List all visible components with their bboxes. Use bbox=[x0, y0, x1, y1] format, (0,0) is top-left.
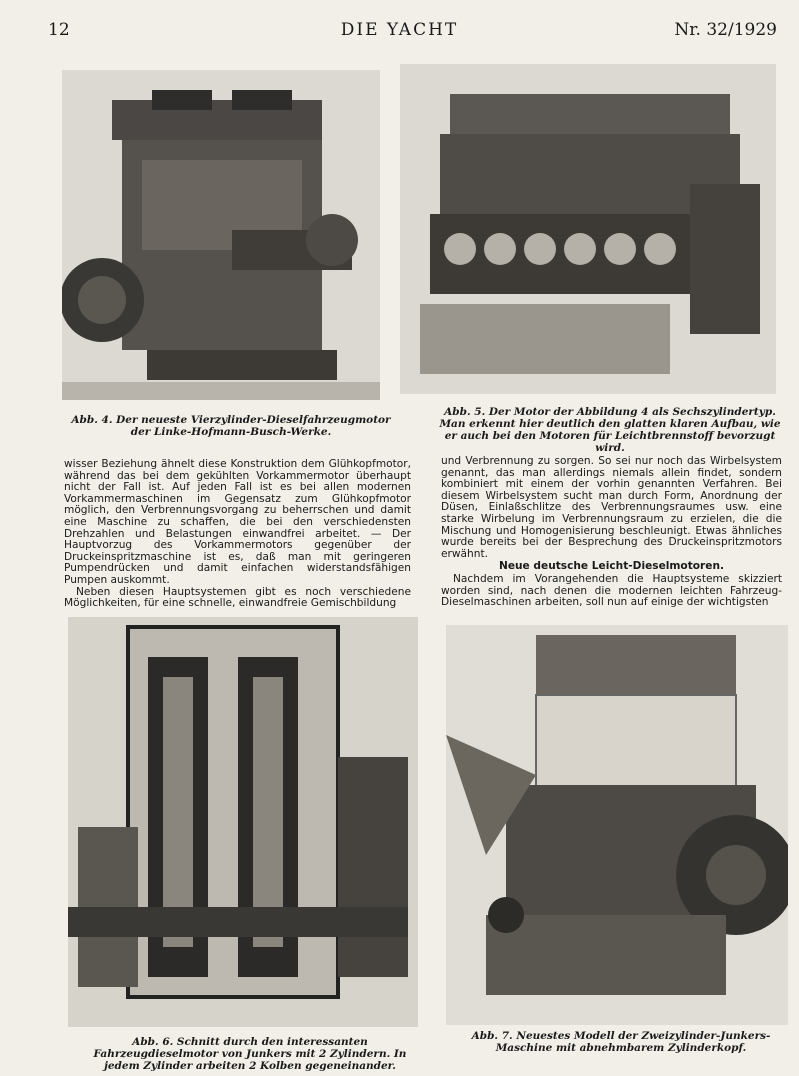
figure-7-photo bbox=[446, 625, 788, 1025]
figure-5-photo bbox=[400, 64, 776, 394]
paragraph: und Verbrennung zu sorgen. So sei nur noch das Wirbelsystem genannt, das man allerdings niemals allein findet, sondern kombiniert mit einem der vorhin genannten Verfahren. Bei diesem Wirbelsystem sucht man durch Form, Anordnung der Düsen, Einlaßschlitze des Verbrennungsraumes usw. eine starke Wirbelung im Verbrennungsraum zu erzielen, die die Mischung und Homogenisierung beschleunigt. Etwas ähnliches wurde bereits bei der Besprechung des Druckeinspritzmotors erwähnt. bbox=[441, 455, 782, 560]
section-heading: Neue deutsche Leicht-Dieselmotoren. bbox=[498, 560, 725, 573]
paragraph: wisser Beziehung ähnelt diese Konstruktion dem Glühkopfmotor, während das bei dem gekühlten Vorkammermotor überhaupt nicht der Fall ist. Auf jeden Fall ist es bei allen modernen Vorkammermaschinen im Gegensatz zum Glühkopfmotor möglich, den Verbrennungsvorgang zu beherrschen und damit eine Maschine zu schaffen, die bei den verschiedensten Drehzahlen und Belastungen einwandfrei arbeitet. — Der Hauptvorzug des Vorkammermotors gegenüber der Druckeinspritzmaschine ist es, daß man mit geringeren Pumpendrücken und damit einfachen widerstandsfähigen Pumpen auskommt. bbox=[64, 458, 411, 586]
paragraph: Nachdem im Vorangehenden die Hauptsysteme skizziert worden sind, nach denen die modernen leichten Fahrzeug-Dieselmaschinen arbeiten, soll nun auf einige der wichtigsten bbox=[441, 572, 782, 609]
text-column-right bbox=[441, 456, 782, 609]
figure-4-photo bbox=[62, 70, 380, 400]
magazine-title: DIE YACHT bbox=[340, 20, 459, 40]
figure-5-caption: Abb. 5. Der Motor der Abbildung 4 als Sechszylindertyp. Man erkennt hier deutlich den glatten klaren Aufbau, wie er auch bei den Motoren für Leichtbrennstoff bevorzugt wird. bbox=[439, 406, 781, 454]
issue-number: Nr. 32/1929 bbox=[674, 20, 777, 40]
page-number: 12 bbox=[48, 20, 70, 40]
figure-6-photo bbox=[68, 617, 418, 1027]
figure-7-caption: Abb. 7. Neuestes Modell der Zweizylinder-Junkers-Maschine mit abnehmbarem Zylinderkopf. bbox=[471, 1030, 771, 1054]
paragraph: Neben diesen Hauptsystemen gibt es noch verschiedene Möglichkeiten, für eine schnelle, einwandfreie Gemischbildung bbox=[64, 585, 411, 610]
figure-6-caption: Abb. 6. Schnitt durch den interessanten Fahrzeugdieselmotor von Junkers mit 2 Zylindern. In jedem Zylinder arbeiten 2 Kolben gegeneinander. bbox=[93, 1036, 407, 1072]
text-column-left bbox=[64, 459, 411, 610]
figure-4-caption: Abb. 4. Der neueste Vierzylinder-Dieselfahrzeugmotor der Linke-Hofmann-Busch-Werke. bbox=[71, 414, 391, 438]
